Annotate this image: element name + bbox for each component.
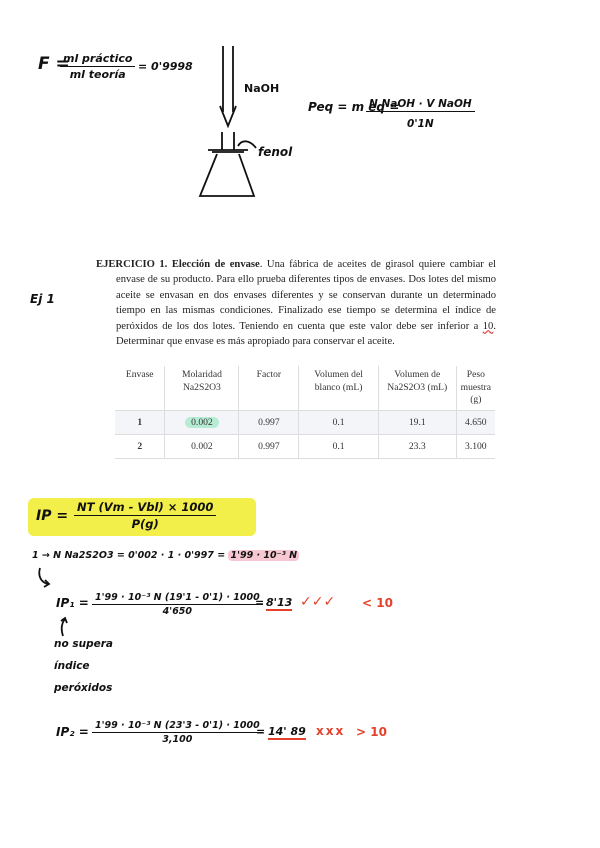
f-denominator: ml teoría [69, 68, 126, 81]
ip-numerator: NT (Vm - Vbl) × 1000 [74, 500, 216, 516]
curved-arrow-icon [36, 566, 56, 588]
ip1-equals: = [255, 596, 265, 609]
table-cell: 19.1 [378, 410, 456, 434]
table-cell: 2 [115, 434, 165, 458]
table-header: Volumen del blanco (mL) [299, 366, 379, 410]
f-rhs: = 0'9998 [138, 60, 193, 73]
exercise-statement [96, 257, 496, 349]
ip1-denominator: 4'650 [162, 606, 193, 617]
arrow-up-icon [56, 616, 72, 638]
note-line: no supera [54, 638, 113, 650]
peq-lhs: Peq = m eq = [308, 100, 400, 114]
table-header: Molaridad Na2S2O3 [165, 366, 239, 410]
table-cell: 4.650 [456, 410, 495, 434]
table-header: Peso muestra (g) [456, 366, 495, 410]
normality-line [32, 550, 299, 561]
table-header-row [115, 366, 495, 410]
naoh-label: NaOH [244, 82, 280, 95]
table-cell: 23.3 [378, 434, 456, 458]
highlighted-value: 0.002 [185, 417, 219, 428]
table-cell [165, 410, 239, 434]
table-cell: 0.997 [239, 434, 299, 458]
ip1-lhs: IP₁ = [56, 596, 89, 610]
ip-denominator: P(g) [131, 517, 159, 531]
exercise-body-a: . Una fábrica de aceites de girasol quiere cambiar el envase de su producto. Para ello prueba diferentes tipos de envases. Dos lotes del mismo aceite se envasan en dos envases diferentes y se conservan durante un determinado tiempo en las mismas condiciones. Finalizado ese tiempo se determina el índice de peróxidos de los dos lotes. Teniendo en cuenta que este valor debe ser inferior a [116, 259, 496, 332]
table-header: Factor [239, 366, 299, 410]
peq-denominator: 0'1N [407, 118, 434, 130]
normality-prefix: 1 → N Na2S2O3 = 0'002 · 1 · 0'997 = [32, 550, 226, 561]
ip1-numerator: 1'99 · 10⁻³ N (19'1 - 0'1) · 1000 [92, 592, 263, 605]
note-line: peróxidos [54, 682, 113, 694]
exercise-paragraph [96, 257, 496, 349]
table-cell: 0.002 [165, 434, 239, 458]
ip1-result: 8'13 [266, 596, 293, 609]
table-cell: 0.997 [239, 410, 299, 434]
ip2-denominator: 3,100 [162, 734, 193, 745]
ip2-result: 14' 89 [268, 725, 306, 738]
ip2-cross-marks: xxx [316, 724, 346, 738]
exercise-heading: EJERCICIO 1. Elección de envase [96, 259, 260, 270]
table-row [115, 410, 495, 434]
titration-drawing [190, 44, 310, 204]
table-header: Volumen de Na2S2O3 (mL) [378, 366, 456, 410]
table-row [115, 434, 495, 458]
table-cell: 3.100 [456, 434, 495, 458]
normality-result: 1'99 · 10⁻³ N [230, 550, 298, 561]
ip-fraction [74, 500, 216, 531]
ip2-fraction [92, 720, 266, 745]
table-cell: 0.1 [299, 410, 379, 434]
ip-lhs: IP = [36, 508, 69, 524]
exercise-body-b: . Determinar que envase es más apropiado para conservar el aceite. [116, 320, 496, 348]
table-cell: 1 [115, 410, 165, 434]
ip2-numerator: 1'99 · 10⁻³ N (23'3 - 0'1) · 1000 [92, 720, 263, 733]
note-line: índice [54, 660, 90, 672]
ip1-comparison: < 10 [362, 596, 393, 610]
margin-label: Ej 1 [30, 292, 55, 306]
ip2-lhs: IP₂ = [56, 725, 89, 739]
exercise-highlight: 10 [482, 320, 494, 332]
peq-numerator: N NaOH · V NaOH [366, 98, 475, 112]
f-lhs: F = [38, 54, 70, 74]
ip1-check-marks: ✓✓✓ [300, 594, 336, 610]
table-header: Envase [115, 366, 165, 410]
fenol-label: fenol [258, 145, 293, 159]
ip2-equals: = [256, 725, 266, 738]
ip1-fraction [92, 592, 263, 617]
data-table [115, 366, 495, 459]
f-fraction [60, 52, 135, 81]
ip2-comparison: > 10 [356, 725, 387, 739]
peq-fraction [366, 98, 475, 130]
f-numerator: ml práctico [60, 52, 135, 67]
table-cell: 0.1 [299, 434, 379, 458]
